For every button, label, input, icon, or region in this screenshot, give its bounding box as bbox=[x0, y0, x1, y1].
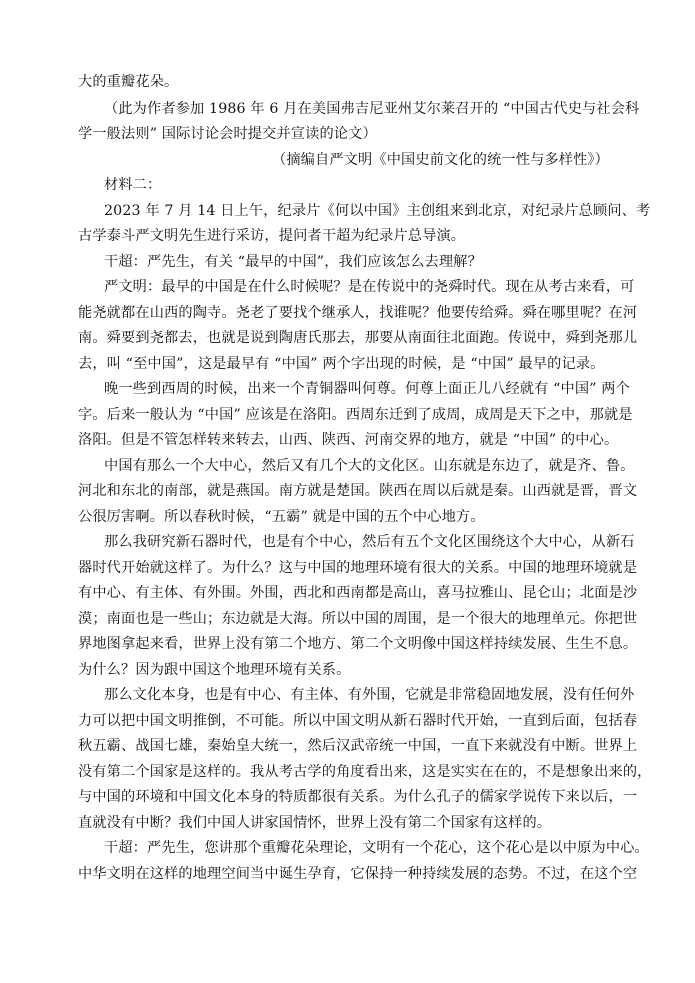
text-line: 与中国的环境和中国文化本身的特质都很有关系。为什么孔子的儒家学说传下来以后，一 bbox=[78, 789, 638, 805]
text-line: 严文明：最早的中国是在什么时候呢？是在传说中的尧舜时代。现在从考古来看，可 bbox=[104, 279, 635, 295]
text-line: 南。舜要到尧都去，也就是说到陶唐氏那去，那要从南面往北面跑。传说中，舜到尧那儿 bbox=[78, 330, 638, 346]
text-line: 力可以把中国文明推倒，不可能。所以中国文明从新石器时代开始，一直到后面，包括春 bbox=[78, 713, 638, 729]
text-line: 没有第二个国家是这样的。我从考古学的角度看出来，这是实实在在的，不是想象出来的， bbox=[78, 764, 652, 780]
text-line: 界地图拿起来看，世界上没有第二个地方、第二个文明像中国这样持续发展、生生不息。 bbox=[78, 636, 638, 652]
text-line: 去，叫 “至中国”，这是最早有 “中国” 两个字出现的时候，是 “中国” 最早的记录。 bbox=[78, 356, 605, 372]
text-line: 公很厉害啊。所以春秋时候，“五霸” 就是中国的五个中心地方。 bbox=[78, 509, 485, 525]
text-line: 有中心、有主体、有外围。外围，西北和西南都是高山，喜马拉雅山、昆仑山；北面是沙 bbox=[78, 585, 638, 601]
text-line: 字。后来一般认为 “中国” 应该是在洛阳。西周东迁到了成周，成周是天下之中，那就是 bbox=[78, 407, 633, 423]
text-line: 河北和东北的南部，就是燕国。南方就是楚国。陕西在周以后就是秦。山西就是晋，晋文 bbox=[78, 483, 638, 499]
text-line: 晚一些到西周的时候，出来一个青铜器叫何尊。何尊上面正儿八经就有 “中国” 两个 bbox=[104, 381, 630, 397]
text-line: 大的重瓣花朵。 bbox=[78, 74, 179, 90]
text-line: 漠；南面也是一些山；东边就是大海。所以中国的周围，是一个很大的地理单元。你把世 bbox=[78, 611, 638, 627]
text-line: 那么文化本身，也是有中心、有主体、有外围，它就是非常稳固地发展，没有任何外 bbox=[104, 687, 635, 703]
text-line: 器时代开始就这样了。为什么？这与中国的地理环境有很大的关系。中国的地理环境就是 bbox=[78, 560, 638, 576]
note-line: （此为作者参加 1986 年 6 月在美国弗吉尼亚州艾尔莱召开的 “中国古代史与社会科 bbox=[104, 101, 640, 117]
text-line: 古学泰斗严文明先生进行采访，提问者干超为纪录片总导演。 bbox=[78, 228, 466, 244]
text-line: 中华文明在这样的地理空间当中诞生孕育，它保持一种持续发展的态势。不过，在这个空 bbox=[78, 866, 638, 882]
text-line: 2023 年 7 月 14 日上午，纪录片《何以中国》主创组来到北京，对纪录片总顾问、考 bbox=[104, 203, 651, 219]
text-line: 秋五霸、战国七雄，秦始皇大统一，然后汉武帝统一中国，一直下来就没有中断。世界上 bbox=[78, 738, 638, 754]
section-heading: 材料二： bbox=[104, 177, 162, 193]
note-line: 学一般法则” 国际讨论会时提交并宣读的论文） bbox=[78, 126, 377, 142]
text-line: 干超：严先生，有关 “最早的中国”，我们应该怎么去理解？ bbox=[104, 254, 482, 270]
text-line: 直就没有中断？我们中国人讲家国情怀，世界上没有第二个国家有这样的。 bbox=[78, 815, 552, 831]
text-line: 那么我研究新石器时代，也是有个中心，然后有五个文化区围绕这个大中心，从新石 bbox=[104, 534, 635, 550]
text-line: 中国有那么一个大中心，然后又有几个大的文化区。山东就是东边了，就是齐、鲁。 bbox=[104, 458, 635, 474]
text-line: 能尧就都在山西的陶寺。尧老了要找个继承人，找谁呢？他要传给舜。舜在哪里呢？在河 bbox=[78, 305, 638, 321]
text-line: 干超：严先生，您讲那个重瓣花朵理论，文明有一个花心，这个花心是以中原为中心。 bbox=[104, 840, 649, 856]
text-line: 为什么？因为跟中国这个地理环境有关系。 bbox=[78, 662, 351, 678]
source-citation: （摘编自严文明《中国史前文化的统一性与多样性》） bbox=[272, 152, 610, 168]
text-line: 洛阳。但是不管怎样转来转去，山西、陕西、河南交界的地方，就是 “中国” 的中心。 bbox=[78, 432, 619, 448]
